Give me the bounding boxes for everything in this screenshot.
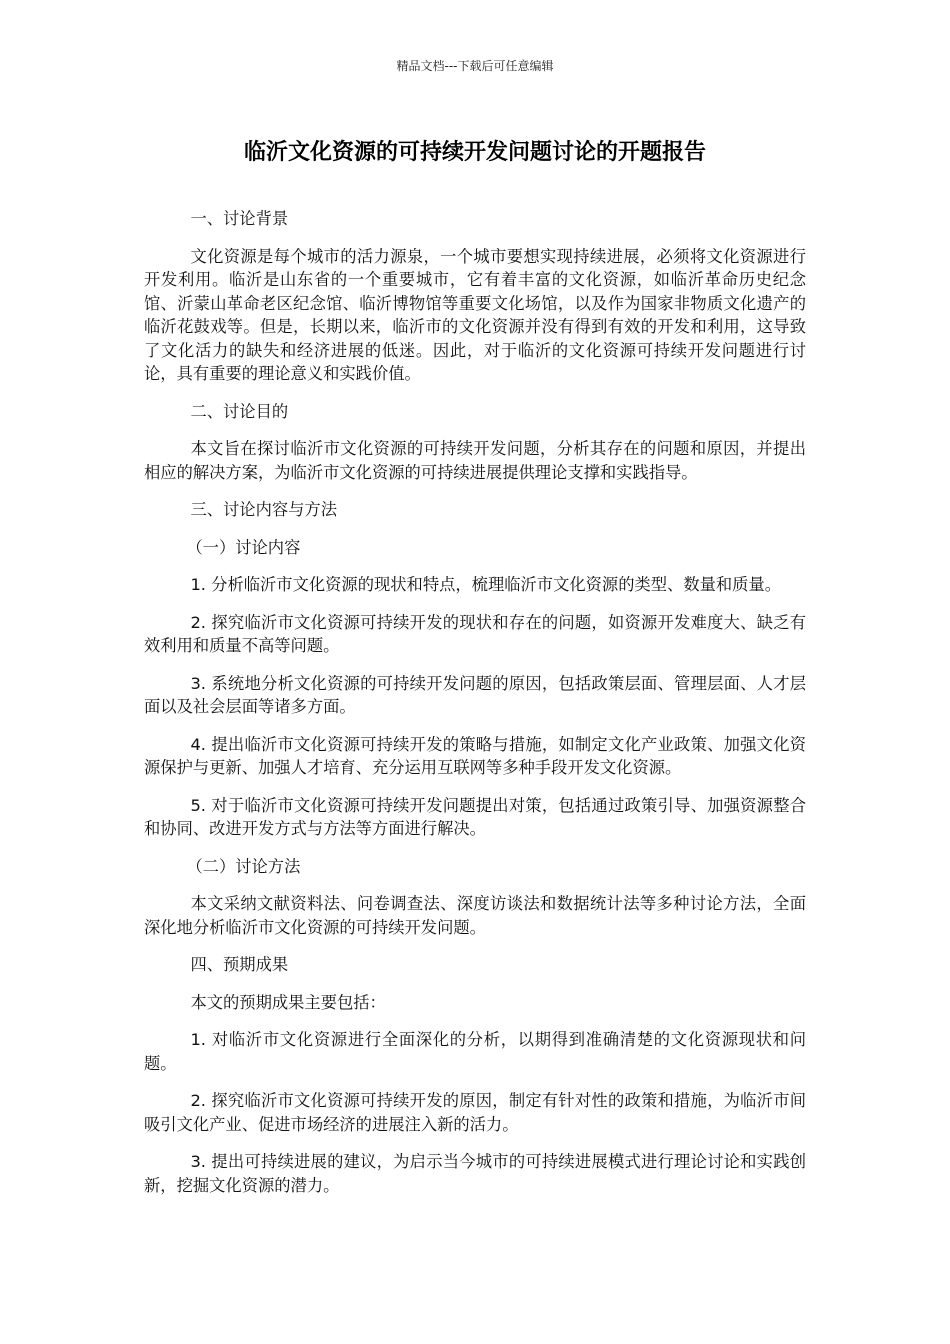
expected-results-intro: 本文的预期成果主要包括： bbox=[190, 992, 386, 1012]
content-item: 5. 对于临沂市文化资源可持续开发问题提出对策，包括通过政策引导、加强资源整合和协同、改进开发方式与方法等方面进行解决。 bbox=[144, 795, 806, 838]
expected-result-item: 3. 提出可持续进展的建议，为启示当今城市的可持续进展模式进行理论讨论和实践创新，挖掘文化资源的潜力。 bbox=[144, 1152, 806, 1195]
content-item: 1. 分析临沂市文化资源的现状和特点，梳理临沂市文化资源的类型、数量和质量。 bbox=[190, 575, 782, 594]
section-heading-background: 一、讨论背景 bbox=[190, 209, 289, 228]
background-paragraph: 文化资源是每个城市的活力源泉，一个城市要想实现持续进展，必须将文化资源进行开发利用。临沂是山东省的一个重要城市，它有着丰富的文化资源，如临沂革命历史纪念馆、沂蒙山革命老区纪念馆、临沂博物馆等重要文化场馆，以及作为国家非物质文化遗产的临沂花鼓戏等。但是，长期以来，临沂市的文化资源并没有得到有效的开发和利用，这导致了文化活力的缺失和经济进展的低迷。因此，对于临沂的文化资源可持续开发问题进行讨论，具有重要的理论意义和实践价值。 bbox=[144, 246, 806, 383]
methods-paragraph: 本文采纳文献资料法、问卷调查法、深度访谈法和数据统计法等多种讨论方法，全面深化地分析临沂市文化资源的可持续开发问题。 bbox=[144, 894, 806, 937]
document-body bbox=[144, 207, 806, 1211]
expected-result-item: 1. 对临沂市文化资源进行全面深化的分析，以期得到准确清楚的文化资源现状和问题。 bbox=[144, 1030, 806, 1073]
content-item: 2. 探究临沂市文化资源可持续开发的现状和存在的问题，如资源开发难度大、缺乏有效利用和质量不高等问题。 bbox=[144, 612, 806, 655]
subheading-content: （一）讨论内容 bbox=[186, 537, 301, 557]
section-heading-expected-results: 四、预期成果 bbox=[190, 955, 289, 974]
section-heading-purpose: 二、讨论目的 bbox=[190, 401, 289, 421]
purpose-paragraph: 本文旨在探讨临沂市文化资源的可持续开发问题，分析其存在的问题和原因，并提出相应的解决方案，为临沂市文化资源的可持续进展提供理论支撑和实践指导。 bbox=[144, 439, 806, 482]
expected-result-item: 2. 探究临沂市文化资源可持续开发的原因，制定有针对性的政策和措施，为临沂市间吸引文化产业、促进市场经济的进展注入新的活力。 bbox=[144, 1091, 806, 1134]
content-item: 4. 提出临沂市文化资源可持续开发的策略与措施，如制定文化产业政策、加强文化资源保护与更新、加强人才培育、充分运用互联网等多种手段开发文化资源。 bbox=[144, 734, 806, 777]
section-heading-content-methods: 三、讨论内容与方法 bbox=[190, 500, 337, 519]
content-item: 3. 系统地分析文化资源的可持续开发问题的原因，包括政策层面、管理层面、人才层面以及社会层面等诸多方面。 bbox=[144, 673, 806, 716]
subheading-methods: （二）讨论方法 bbox=[186, 856, 301, 876]
document-title: 临沂文化资源的可持续开发问题讨论的开题报告 bbox=[243, 140, 706, 165]
running-header: 精品文档---下载后可任意编辑 bbox=[396, 59, 554, 73]
